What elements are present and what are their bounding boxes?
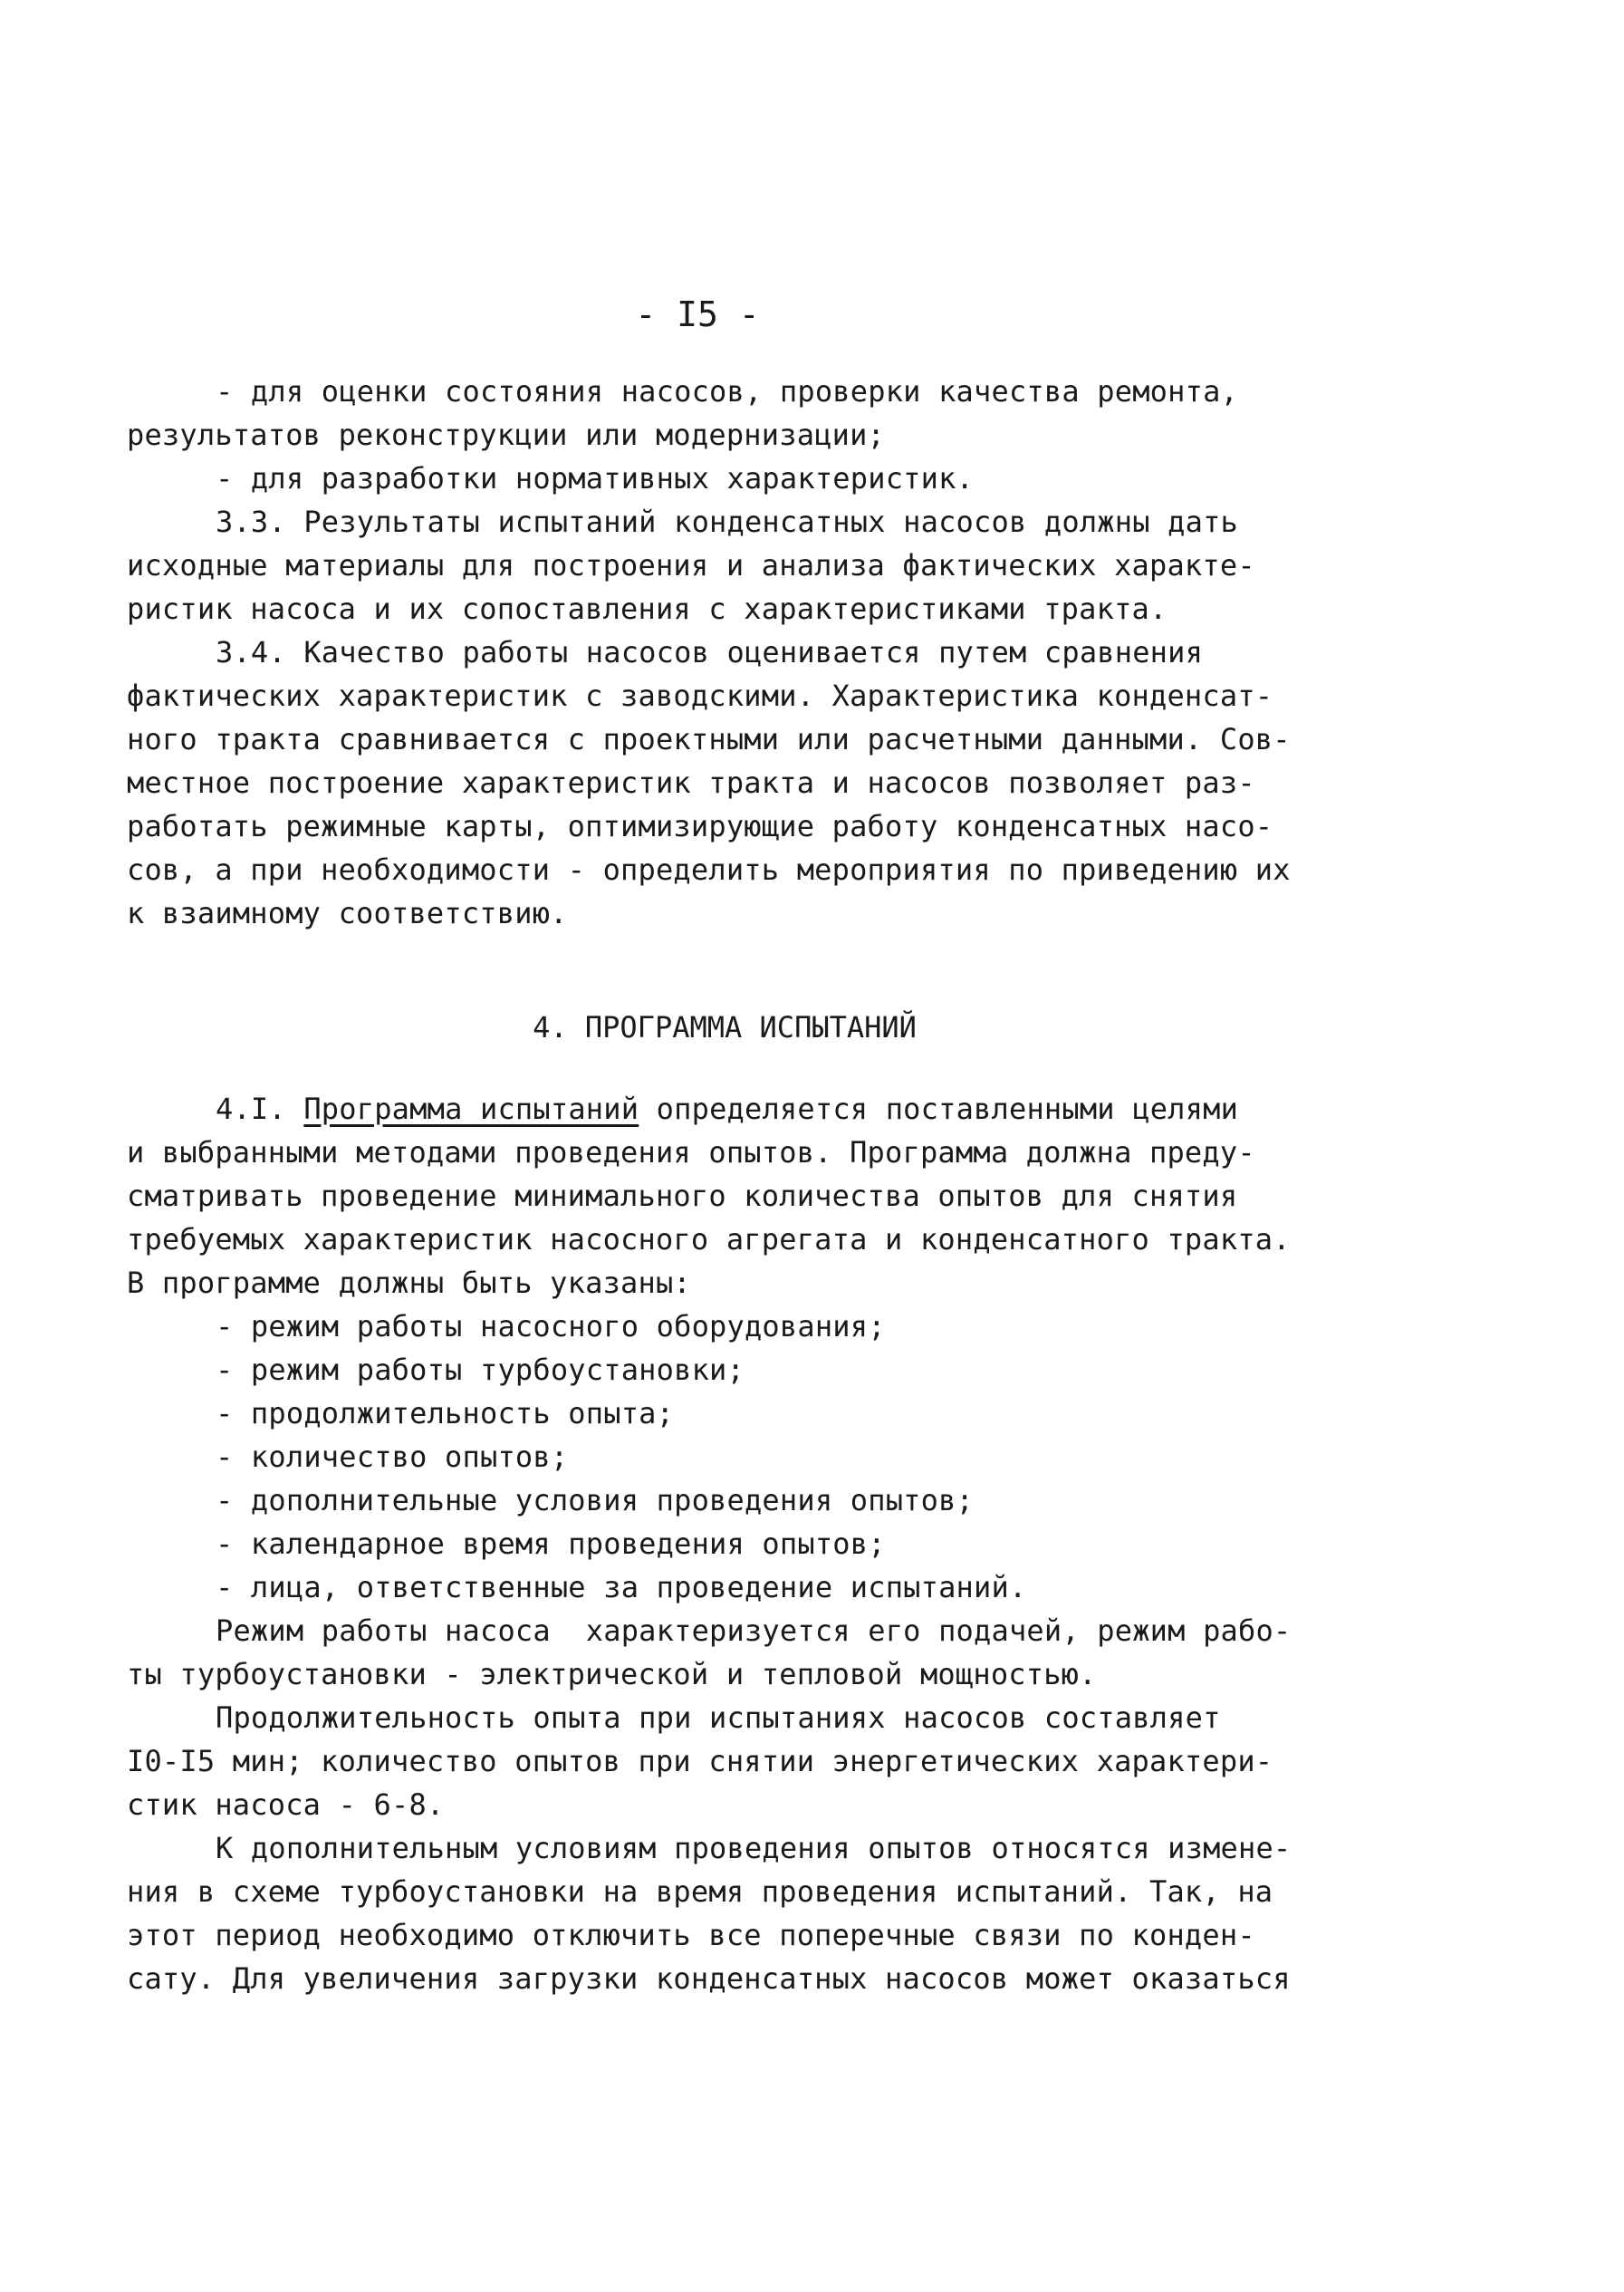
list-item: - продолжительность опыта;	[216, 1396, 675, 1430]
text-line: I0-I5 мин; количество опытов при снятии энергетических характери-	[127, 1744, 1273, 1778]
text-line: сов, а при необходимости - определить мероприятия по приведению их	[127, 852, 1291, 887]
page-number: - I5 -	[635, 294, 760, 334]
text-line: требуемых характеристик насосного агрегата и конденсатного тракта.	[127, 1222, 1291, 1257]
text-line: результатов реконструкции или модернизации;	[127, 418, 886, 452]
text-line: В программе должны быть указаны:	[127, 1266, 691, 1300]
list-item: - режим работы турбоустановки;	[216, 1353, 745, 1387]
text-line: к взаимному соответствию.	[127, 896, 568, 930]
text-fragment: определяется поставленными целями	[639, 1092, 1239, 1126]
paragraph-3-4-start: 3.4. Качество работы насосов оценивается путем сравнения	[216, 635, 1204, 669]
text-line: К дополнительным условиям проведения опытов относятся измене-	[216, 1831, 1292, 1865]
list-item: - лица, ответственные за проведение испытаний.	[216, 1570, 1027, 1604]
list-item: - дополнительные условия проведения опытов;	[216, 1483, 975, 1517]
text-line: и выбранными методами проведения опытов. Программа должна преду-	[127, 1135, 1255, 1170]
text-line: ристик насоса и их сопоставления с характеристиками тракта.	[127, 592, 1168, 626]
text-line: фактических характеристик с заводскими. Характеристика конденсат-	[127, 679, 1273, 713]
section-number: 4.I.	[216, 1092, 286, 1126]
text-line: ния в схеме турбоустановки на время проведения испытаний. Так, на	[127, 1874, 1273, 1909]
text-line: ного тракта сравнивается с проектными или расчетными данными. Сов-	[127, 722, 1291, 756]
text-line: работать режимные карты, оптимизирующие работу конденсатных насо-	[127, 809, 1273, 843]
text-line: - для разработки нормативных характеристик.	[216, 461, 975, 496]
text-line: сату. Для увеличения загрузки конденсатных насосов может оказаться	[127, 1961, 1291, 1996]
section-heading: 4. ПРОГРАММА ИСПЫТАНИЙ	[533, 1010, 917, 1045]
underlined-term: Программа испытаний	[303, 1092, 639, 1126]
list-item: - режим работы насосного оборудования;	[216, 1309, 886, 1343]
text-line: стик насоса - 6-8.	[127, 1787, 445, 1822]
paragraph-3-3-start: 3.3. Результаты испытаний конденсатных насосов должны дать	[216, 505, 1239, 539]
text-line: местное построение характеристик тракта и насосов позволяет раз-	[127, 766, 1255, 800]
text-line: исходные материалы для построения и анализа фактических характе-	[127, 548, 1255, 583]
text-line: Режим работы насоса характеризуется его подачей, режим рабо-	[216, 1613, 1292, 1648]
list-item: - количество опытов;	[216, 1440, 569, 1474]
text-line: Продолжительность опыта при испытаниях насосов составляет	[216, 1700, 1221, 1735]
text-line: ты турбоустановки - электрической и тепловой мощностью.	[127, 1657, 1097, 1691]
text-line: - для оценки состояния насосов, проверки качества ремонта,	[216, 374, 1239, 409]
paragraph-4-1-start	[216, 1087, 1411, 1131]
text-line: сматривать проведение минимального количества опытов для снятия	[127, 1179, 1238, 1213]
text-line: этот период необходимо отключить все поперечные связи по конден-	[127, 1918, 1255, 1952]
list-item: - календарное время проведения опытов;	[216, 1526, 886, 1561]
